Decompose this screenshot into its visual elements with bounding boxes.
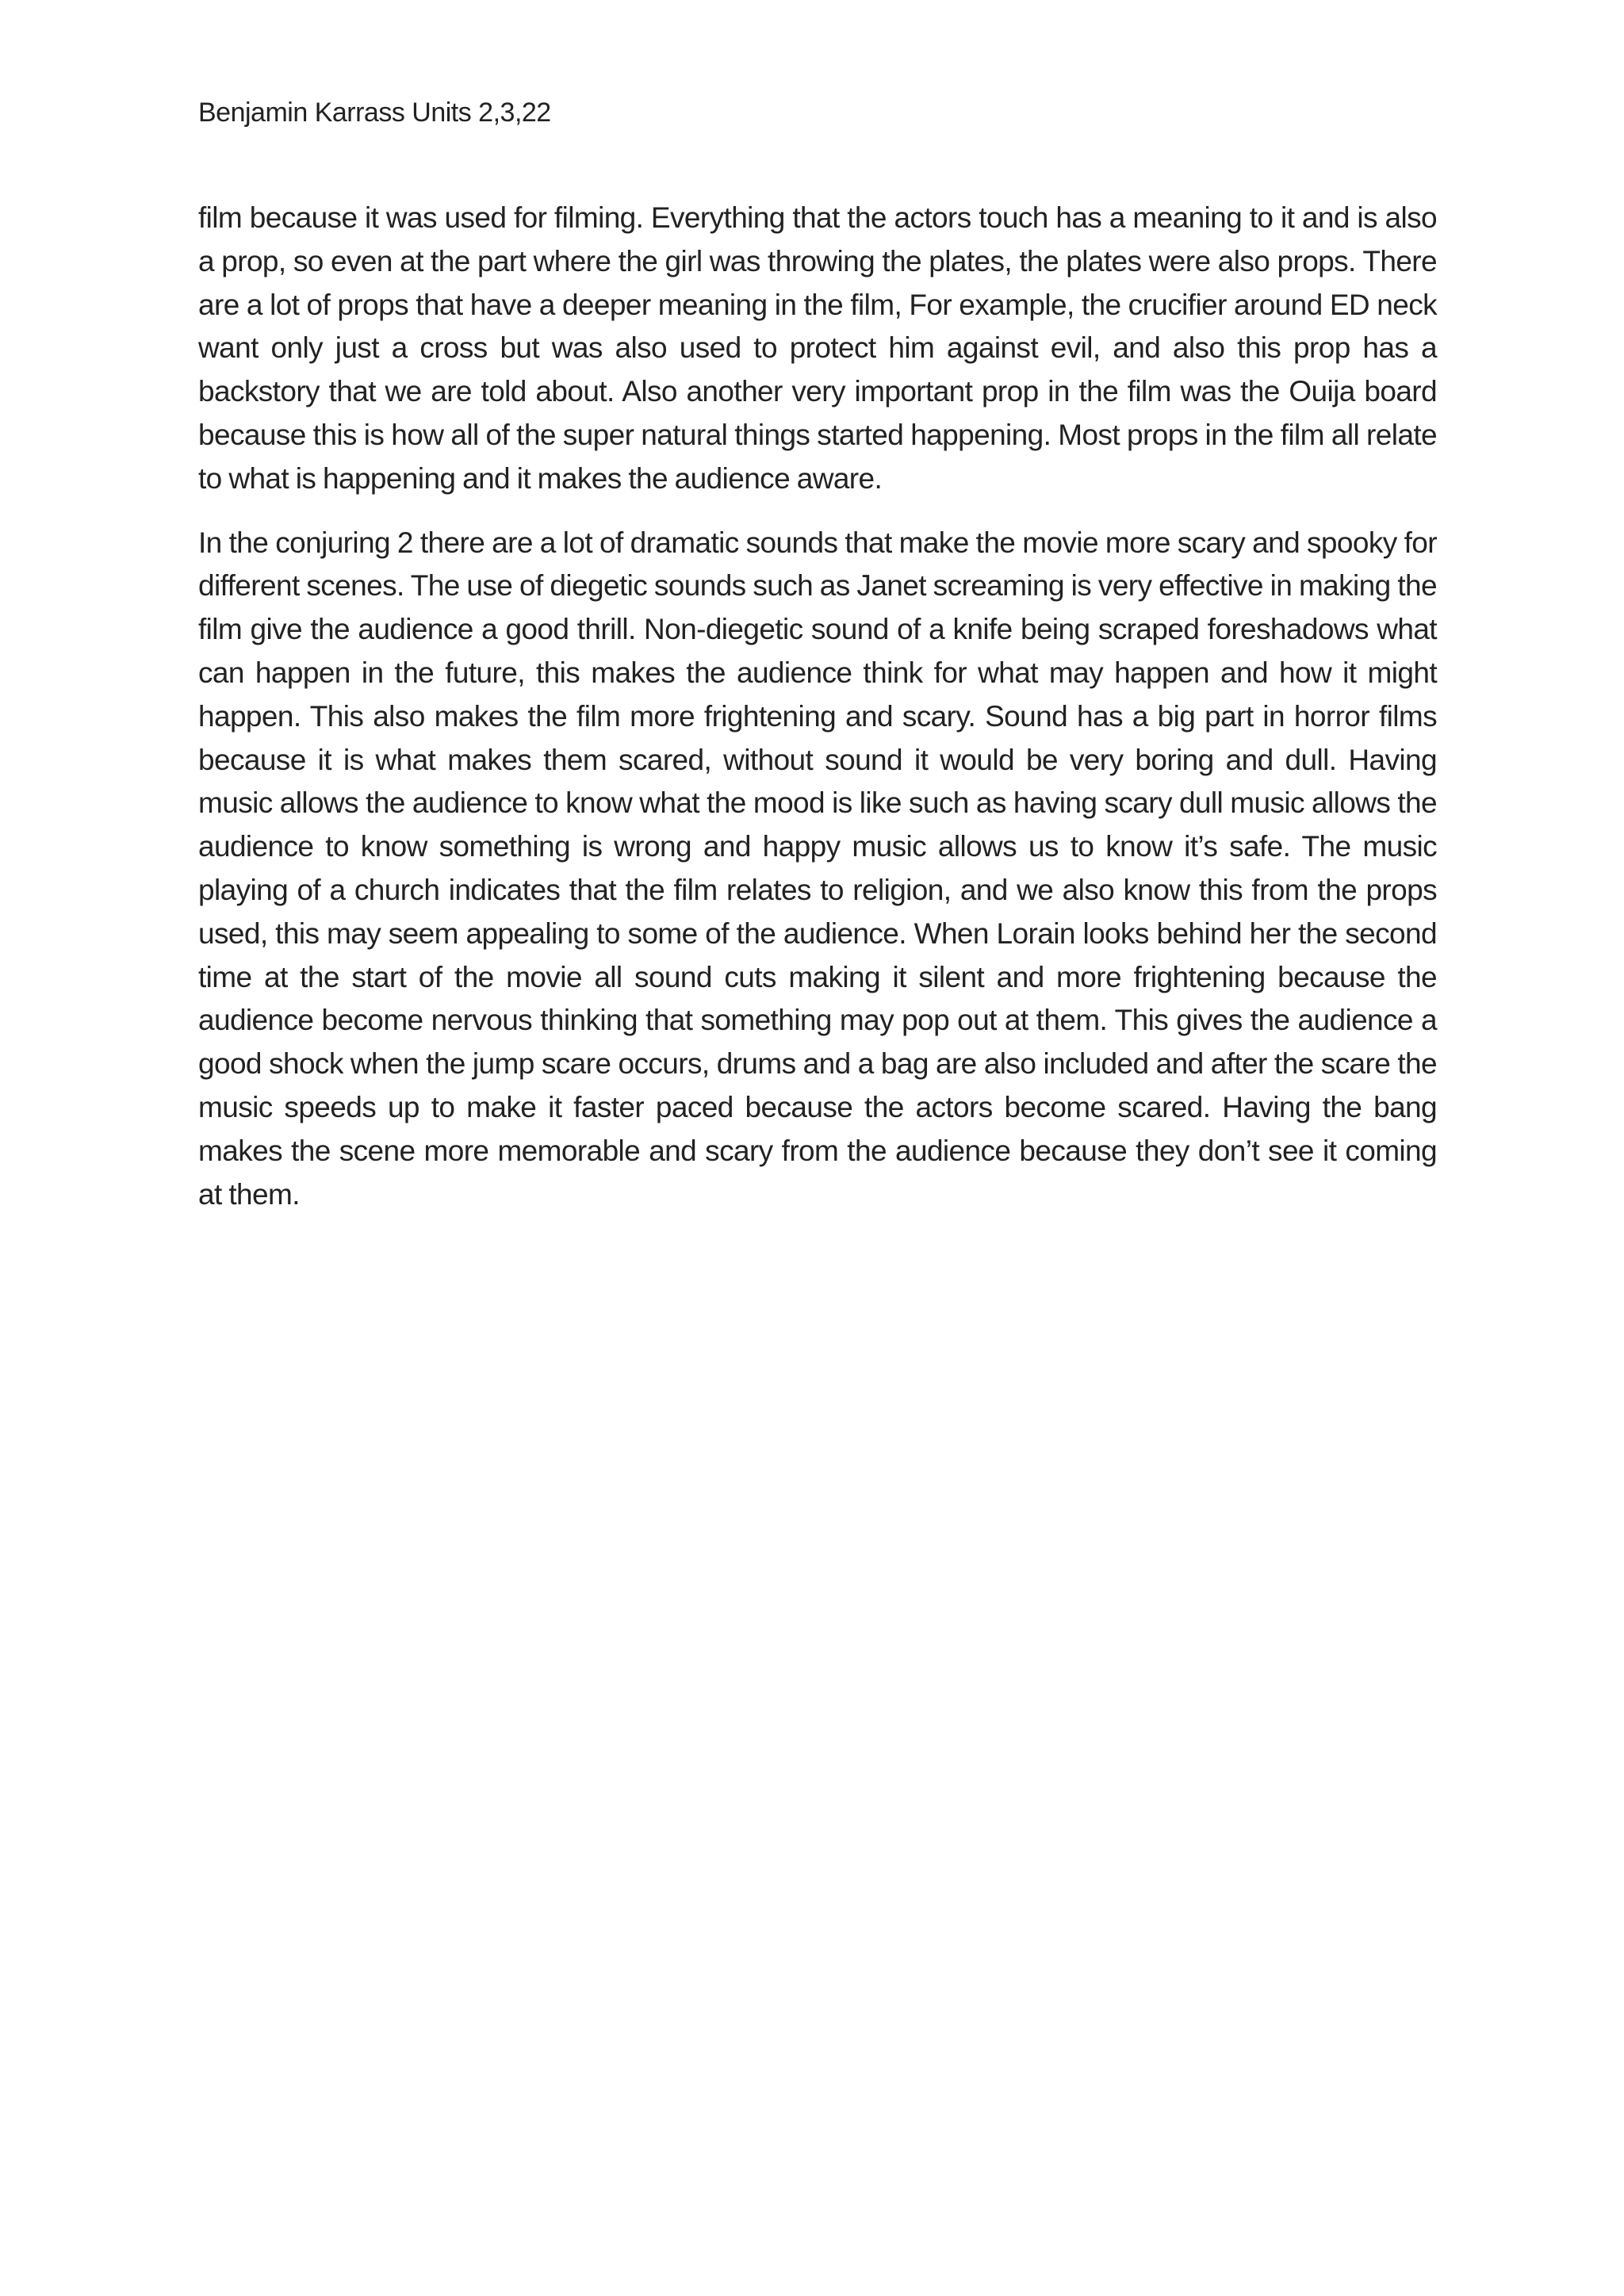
paragraph-props: film because it was used for filming. Everything that the actors touch has a meaning to it and is also a prop, so even at the part where the girl was throwing the plates, the plates were also props. There are a lot of props that have a deeper meaning in the film, For example, the crucifier around ED neck want only just a cross but was also used to protect him against evil, and also this prop has a backstory that we are told about. Also another very important prop in the film was the Ouija board because this is how all of the super natural things started happening. Most props in the film all relate to what is happening and it makes the audience aware. <box>198 201 1437 495</box>
document-body <box>198 197 1437 1237</box>
paragraph-sound: In the conjuring 2 there are a lot of dramatic sounds that make the movie more scary and spooky for different scenes. The use of diegetic sounds such as Janet screaming is very effective in making the film give the audience a good thrill. Non-diegetic sound of a knife being scraped foreshadows what can happen in the future, this makes the audience think for what may happen and how it might happen. This also makes the film more frightening and scary. Sound has a big part in horror films because it is what makes them scared, without sound it would be very boring and dull. Having music allows the audience to know what the mood is like such as having scary dull music allows the audience to know something is wrong and happy music allows us to know it’s safe. The music playing of a church indicates that the film relates to religion, and we also know this from the props used, this may seem appealing to some of the audience. When Lorain looks behind her the second time at the start of the movie all sound cuts making it silent and more frightening because the audience become nervous thinking that something may pop out at them. This gives the audience a good shock when the jump scare occurs, drums and a bag are also included and after the scare the music speeds up to make it faster paced because the actors become scared. Having the bang makes the scene more memorable and scary from the audience because they don’t see it coming at them. <box>198 526 1437 1211</box>
page-header: Benjamin Karrass Units 2,3,22 <box>198 98 551 128</box>
